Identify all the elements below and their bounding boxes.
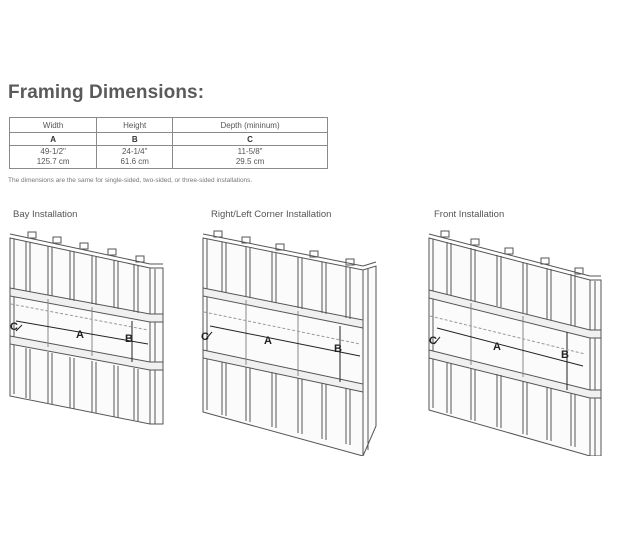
bay-label-c: C <box>10 321 18 333</box>
front-label-c: C <box>429 335 437 347</box>
corner-label-a: A <box>264 335 272 347</box>
width-header: Width <box>10 118 97 133</box>
front-framing-diagram <box>425 226 610 456</box>
height-imperial: 24-1/4" <box>121 147 148 156</box>
front-installation-caption: Front Installation <box>434 209 505 220</box>
depth-imperial: 11-5/8" <box>237 147 263 156</box>
bay-framing-lines <box>10 232 163 424</box>
height-header: Height <box>97 118 173 133</box>
height-letter: B <box>97 133 173 146</box>
depth-letter: C <box>173 133 328 146</box>
bay-label-a: A <box>76 329 84 341</box>
bay-framing-diagram <box>8 226 168 426</box>
corner-label-c: C <box>201 331 209 343</box>
height-metric: 61.6 cm <box>120 157 149 166</box>
dimensions-table <box>9 117 328 169</box>
table-header-row <box>10 118 328 133</box>
depth-metric: 29.5 cm <box>235 157 265 166</box>
depth-header: Depth (mininum) <box>173 118 328 133</box>
corner-installation-caption: Right/Left Corner Installation <box>211 209 332 220</box>
page-title: Framing Dimensions: <box>8 82 205 103</box>
corner-framing-lines <box>203 231 376 456</box>
width-metric: 125.7 cm <box>36 157 70 166</box>
height-value <box>97 146 173 169</box>
width-letter: A <box>10 133 97 146</box>
front-label-a: A <box>493 341 501 353</box>
front-label-b: B <box>561 349 569 361</box>
table-value-row <box>10 146 328 169</box>
front-framing-lines <box>429 231 601 456</box>
width-value <box>10 146 97 169</box>
installation-note: The dimensions are the same for single-sided, two-sided, or three-sided installations. <box>8 177 253 184</box>
corner-framing-diagram <box>198 226 388 456</box>
depth-value <box>173 146 328 169</box>
width-imperial: 49-1/2" <box>40 147 66 156</box>
table-letter-row <box>10 133 328 146</box>
corner-label-b: B <box>334 343 342 355</box>
bay-label-b: B <box>125 333 133 345</box>
bay-installation-caption: Bay Installation <box>13 209 78 220</box>
